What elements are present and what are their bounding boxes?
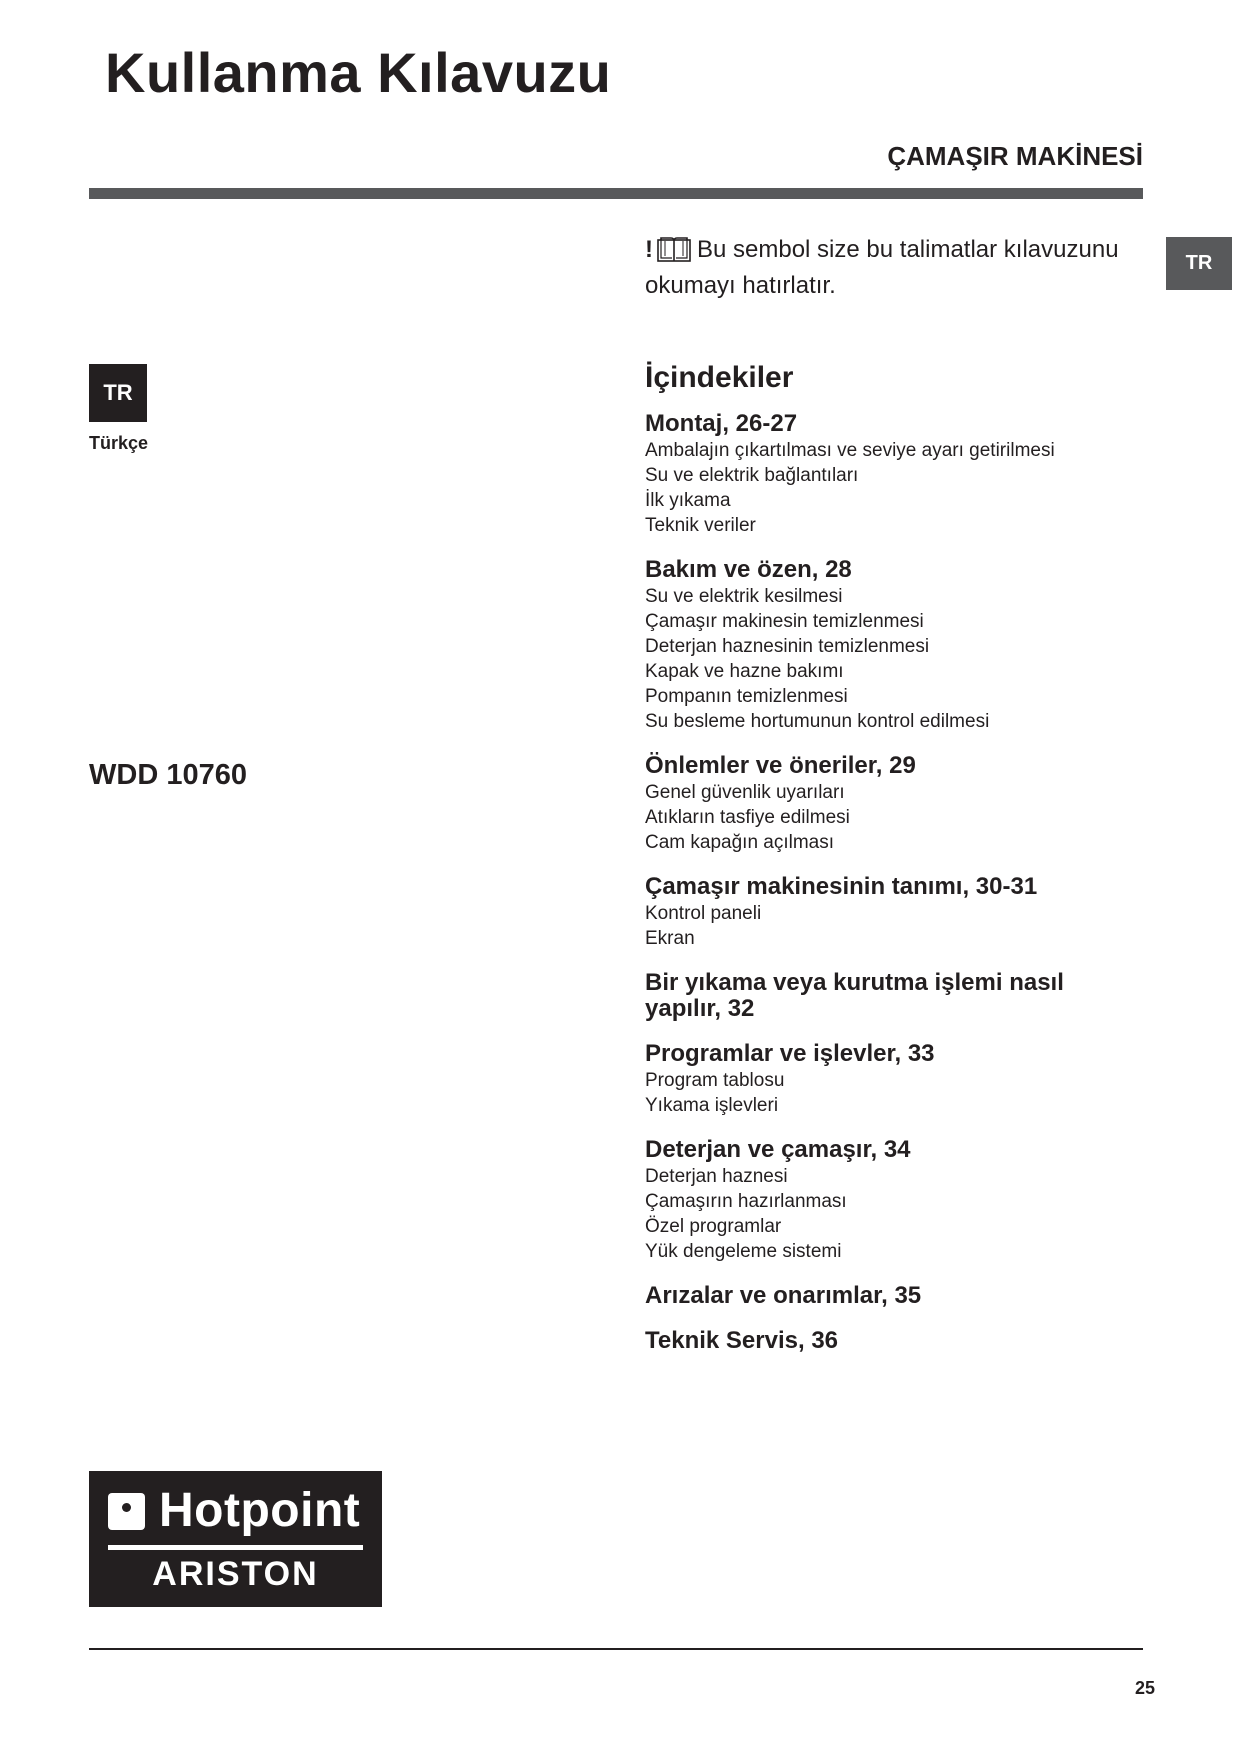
language-label: Türkçe [89, 433, 149, 453]
model-number: WDD 10760 [89, 759, 247, 791]
toc-item: Program tablosu [645, 1070, 785, 1091]
toc-item: Genel güvenlik uyarıları [645, 782, 845, 803]
toc-item: Cam kapağın açılması [645, 832, 835, 853]
toc-section [645, 970, 1115, 1022]
language-side-tab: TR [1166, 237, 1232, 290]
page-number: 25 [1134, 1678, 1155, 1698]
toc-section-title: Bir yıkama veya kurutma işlemi nasıl yapılır, 32 [645, 969, 1064, 1022]
toc-section [645, 1137, 1115, 1264]
page-title: Kullanma Kılavuzu [105, 41, 612, 104]
toc-item: Su ve elektrik kesilmesi [645, 586, 843, 607]
notice [645, 234, 1145, 301]
toc-section-title: Teknik Servis, 36 [645, 1327, 839, 1354]
logo-divider [108, 1545, 363, 1550]
toc-item: Özel programlar [645, 1216, 782, 1237]
toc-sections [645, 411, 1115, 1354]
logo-sub: ARISTON [152, 1555, 319, 1593]
toc-section-title: Çamaşır makinesinin tanımı, 30-31 [645, 873, 1038, 900]
brand-logo [89, 1471, 382, 1607]
toc-section [645, 411, 1115, 538]
toc-item: Yıkama işlevleri [645, 1095, 779, 1116]
toc-item: Çamaşır makinesin temizlenmesi [645, 611, 924, 632]
header-rule [89, 188, 1143, 199]
toc-item: Pompanın temizlenmesi [645, 686, 848, 707]
toc-item: Kapak ve hazne bakımı [645, 661, 844, 682]
toc-section [645, 753, 1115, 855]
language-code-box: TR [89, 364, 147, 422]
toc-item: İlk yıkama [645, 490, 731, 511]
toc-item: Su besleme hortumunun kontrol edilmesi [645, 711, 990, 732]
toc-section-title: Montaj, 26-27 [645, 410, 798, 437]
exclamation-mark: ! [645, 236, 653, 263]
book-icon [657, 236, 691, 270]
toc-section [645, 1328, 1115, 1354]
toc-section-title: Arızalar ve onarımlar, 35 [645, 1282, 922, 1309]
logo-brand: Hotpoint [159, 1484, 361, 1537]
toc-item: Kontrol paneli [645, 903, 762, 924]
footer-rule [89, 1648, 1143, 1650]
toc-item: Deterjan haznesi [645, 1166, 788, 1187]
toc-section [645, 1041, 1115, 1118]
toc-item: Yük dengeleme sistemi [645, 1241, 842, 1262]
toc-section-title: Deterjan ve çamaşır, 34 [645, 1136, 911, 1163]
table-of-contents [645, 358, 1115, 1373]
notice-text: Bu sembol size bu talimatlar kılavuzunu okumayı hatırlatır. [645, 236, 1119, 299]
toc-item: Ekran [645, 928, 695, 949]
toc-item: Teknik veriler [645, 515, 756, 536]
toc-item: Atıkların tasfiye edilmesi [645, 807, 850, 828]
logo-mark-icon [108, 1493, 145, 1530]
toc-item: Ambalajın çıkartılması ve seviye ayarı getirilmesi [645, 440, 1055, 461]
toc-section-title: Bakım ve özen, 28 [645, 556, 852, 583]
toc-section-title: Programlar ve işlevler, 33 [645, 1040, 935, 1067]
toc-item: Çamaşırın hazırlanması [645, 1191, 847, 1212]
toc-section [645, 557, 1115, 734]
toc-section [645, 874, 1115, 951]
toc-heading: İçindekiler [645, 361, 794, 394]
toc-item: Deterjan haznesinin temizlenmesi [645, 636, 930, 657]
toc-item: Su ve elektrik bağlantıları [645, 465, 859, 486]
toc-section [645, 1283, 1115, 1309]
toc-section-title: Önlemler ve öneriler, 29 [645, 752, 916, 779]
product-subtitle: ÇAMAŞIR MAKİNESİ [887, 141, 1143, 171]
